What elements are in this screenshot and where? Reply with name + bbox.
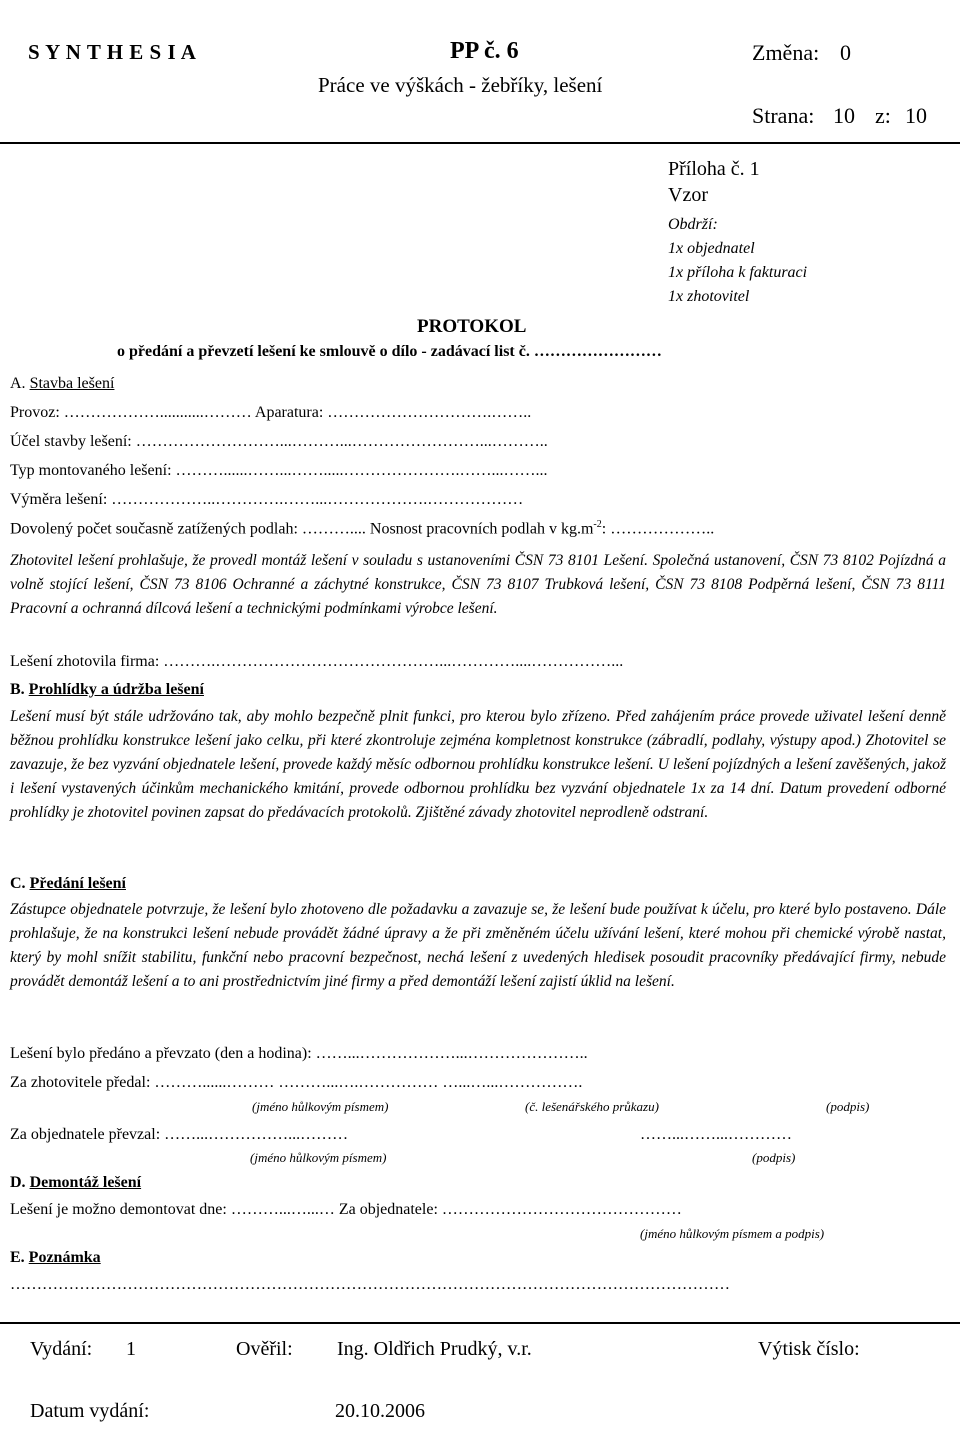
company-name: S Y N T H E S I A xyxy=(28,40,197,64)
client-line: Za objednatele převzal: ……...……………...……… xyxy=(10,1126,349,1143)
note-dots: ……………………………………………………………………………………………………………………… xyxy=(10,1276,730,1293)
dovoleny-end: : ……………….. xyxy=(601,520,715,538)
section-b-text: Lešení musí být stále udržováno tak, aby mohlo bezpečně plnit funkci, pro kterou bylo zřízeno. Před zahájením práce provede uživatel lešení denně běžnou prohlídku konstrukce lešení jako celku, při které zkontroluje zejména kompletnost konstrukce (zábradlí, podlahy, výstupy apod.) Zhotovitel se zavazuje, že bez vyzvání objednatele lešení, provede každý měsíc odbornou prohlídku konstrukce lešení. U lešení pojízdných a lešení zavěšených, jakož i lešení vystavených účinkům mechanického kmitání, provede odbornou prohlídku bez vyzvání objednatele 1x za 14 dní. Datum provedení odborné prohlídky je zhotovitel povinen zapsat do předávacích protokolů. Zjištěné závady zhotovitel neprodleně odstraní. xyxy=(10,708,946,821)
section-a-statement: Zhotovitel lešení prohlašuje, že provedl montáž lešení v souladu s ustanoveními ČSN 73 8101 Lešení. Společná ustanovení, ČSN 73 8102 Pojízdná a volně stojící lešení, ČSN 73 8106 Ochranné a záchytné konstrukce, ČSN 73 8107 Trubková lešení, ČSN 73 8108 Podpěrná lešení, ČSN 73 8111 Pracovní a ochranná dílcová lešení a technickými podmínkami výrobce lešení. xyxy=(10,552,946,617)
contractor-hint-card: (č. lešenářského průkazu) xyxy=(525,1099,659,1114)
section-a-prefix: A. xyxy=(10,375,26,392)
section-d-title: Demontáž lešení xyxy=(29,1174,142,1191)
field-typ: Typ montovaného lešení: ………......……...…….....………………….……...……... xyxy=(10,462,548,479)
field-ucel: Účel stavby lešení: ………………………...………...……………………...……….. xyxy=(10,433,548,450)
footer-divider xyxy=(0,1322,960,1324)
section-b-title: Prohlídky a údržba lešení xyxy=(28,681,204,698)
dovoleny-superscript: -2 xyxy=(593,519,602,530)
document-code: PP č. 6 xyxy=(450,38,519,64)
client-hint-sign: (podpis) xyxy=(752,1150,796,1165)
change-label: Změna: xyxy=(752,40,820,65)
contractor-hint-sign: (podpis) xyxy=(826,1099,870,1114)
section-c-heading xyxy=(10,875,126,893)
section-e-prefix: E. xyxy=(10,1249,25,1266)
section-a-heading xyxy=(10,375,114,393)
section-a-title: Stavba lešení xyxy=(29,375,115,392)
section-c-title: Předání lešení xyxy=(29,875,126,892)
section-b-heading xyxy=(10,681,204,699)
dismantle-line: Lešení je možno demontovat dne: ………...…...… Za objednatele: ……………………………………… xyxy=(10,1201,682,1218)
page-label: Strana: xyxy=(752,103,815,128)
recipient-item: 1x zhotovitel xyxy=(668,288,750,305)
page-total: 10 xyxy=(905,103,927,128)
page-of-label: z: xyxy=(875,103,891,128)
protocol-title: PROTOKOL xyxy=(417,316,527,337)
field-dovoleny xyxy=(10,519,714,538)
section-d-heading xyxy=(10,1174,141,1192)
appendix-title: Příloha č. 1 xyxy=(668,158,760,180)
field-provoz: Provoz: ………………...........……… Aparatura: ………………………….…….. xyxy=(10,404,532,421)
section-c-text: Zástupce objednatele potvrzuje, že lešení bylo zhotoveno dle požadavku a zavazuje se, že lešení bude používat k účelu, pro které bylo postaveno. Dále prohlašuje, že na konstrukci lešení nebude provádět žádné úpravy a že při změněném účelu užívání lešení, které mohou při chemické výrobě nastat, který by mohl snížit stabilitu, funkční nebo pracovní bezpečnost, nechá lešení z uvedených hledisek posoudit pracovníky předávající firmy, nebude provádět demontáž lešení a to ani prostřednictvím jiné firmy a před demontáží lešení zajistí úklid na lešení. xyxy=(10,901,946,990)
field-firma: Lešení zhotovila firma: ……….……………………………………...…………....……………... xyxy=(10,653,624,670)
verified-value: Ing. Oldřich Prudký, v.r. xyxy=(337,1338,532,1360)
issue-date-label: Datum vydání: xyxy=(30,1400,150,1422)
section-c-prefix: C. xyxy=(10,875,26,892)
issue-date-value: 20.10.2006 xyxy=(335,1400,425,1422)
page-value: 10 xyxy=(833,103,855,128)
issue-label: Vydání: xyxy=(30,1338,93,1360)
client-sign-dots: ……...……...………… xyxy=(640,1126,792,1143)
dovoleny-text: Dovolený počet současně zatížených podlah: ……….... Nosnost pracovních podlah v kg.m xyxy=(10,520,594,538)
field-vymera: Výměra lešení: ………………..………….……...……………….……………… xyxy=(10,491,524,508)
header-divider xyxy=(0,142,960,144)
appendix-subtitle: Vzor xyxy=(668,184,708,206)
contractor-hint-name: (jméno hůlkovým písmem) xyxy=(252,1099,389,1114)
issue-value: 1 xyxy=(126,1338,136,1360)
section-b-prefix: B. xyxy=(10,681,25,698)
protocol-subtitle: o předání a převzetí lešení ke smlouvě o dílo - zadávací list č. …………………… xyxy=(117,343,662,360)
handover-line: Lešení bylo předáno a převzato (den a hodina): ……...………………...………………….. xyxy=(10,1045,588,1062)
change-value: 0 xyxy=(840,40,851,65)
section-d-prefix: D. xyxy=(10,1174,26,1191)
copy-number-label: Výtisk číslo: xyxy=(758,1338,860,1360)
verified-label: Ověřil: xyxy=(236,1338,293,1360)
section-e-heading xyxy=(10,1249,101,1267)
dismantle-hint: (jméno hůlkovým písmem a podpis) xyxy=(640,1226,825,1241)
document-title: Práce ve výškách - žebříky, lešení xyxy=(318,73,603,97)
recipient-item: 1x objednatel xyxy=(668,240,755,257)
recipient-item: 1x příloha k fakturaci xyxy=(668,264,808,281)
client-hint-name: (jméno hůlkovým písmem) xyxy=(250,1150,387,1165)
receives-label: Obdrží: xyxy=(668,216,718,233)
section-e-title: Poznámka xyxy=(28,1249,101,1266)
contractor-line: Za zhotovitele předal: ………......……… ………...….…………… …...…...……………. xyxy=(10,1074,583,1091)
